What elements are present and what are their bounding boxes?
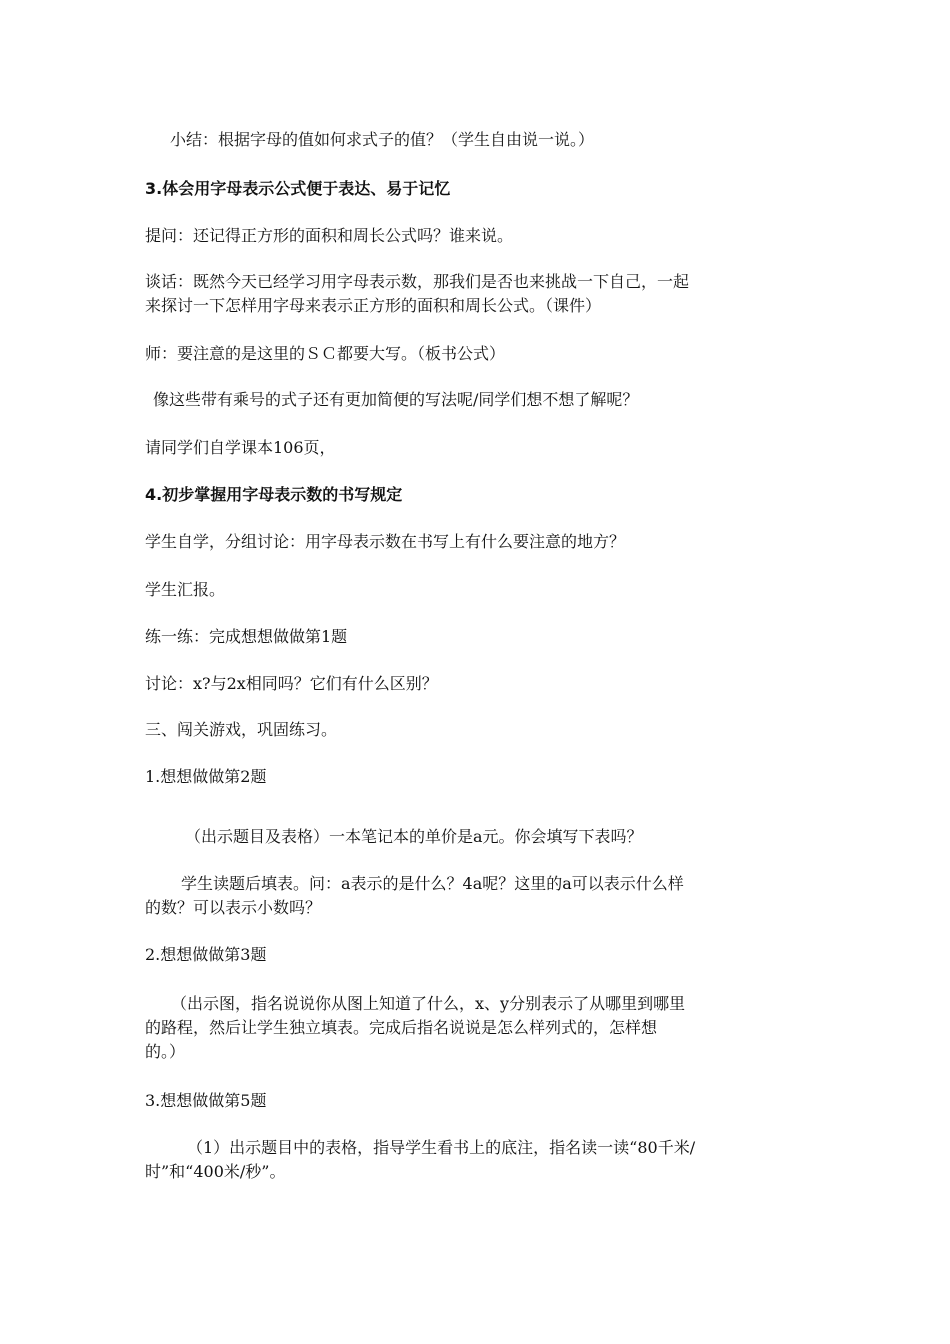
simplify-line: 像这些带有乘号的式子还有更加简便的写法呢/同学们想不想了解呢？ — [153, 390, 639, 409]
talk-line-1: 谈话：既然今天已经学习用字母表示数，那我们是否也来挑战一下自己，一起 — [145, 272, 690, 291]
exercise-3-heading: 2.想想做做第3题 — [145, 945, 267, 964]
exercise-2-question-1: 学生读题后填表。问：a表示的是什么？4a呢？这里的a可以表示什么样 — [181, 874, 684, 893]
exercise-3-text-3: 的。） — [145, 1042, 186, 1061]
exercise-2-heading: 1.想想做做第2题 — [145, 767, 267, 786]
talk-line-2: 来探讨一下怎样用字母来表示正方形的面积和周长公式。（课件） — [145, 296, 602, 315]
discuss-x-line: 讨论：x?与2x相同吗？它们有什么区别？ — [145, 674, 438, 693]
report-line: 学生汇报。 — [145, 580, 226, 599]
exercise-5-text-2: 时”和“400米/秒”。 — [145, 1162, 286, 1181]
section-heading-4: 4.初步掌握用字母表示数的书写规定 — [145, 485, 403, 504]
question-line: 提问：还记得正方形的面积和周长公式吗？谁来说。 — [145, 226, 514, 245]
exercise-3-text-2: 的路程，然后让学生独立填表。完成后指名说说是怎么样列式的，怎样想 — [145, 1018, 658, 1037]
part-three-heading: 三、闯关游戏，巩固练习。 — [145, 720, 338, 739]
exercise-5-text-1: （1）出示题目中的表格，指导学生看书上的底注，指名读一读“80千米/ — [187, 1138, 696, 1157]
selfstudy-line: 请同学们自学课本106页， — [145, 438, 336, 457]
teacher-line: 师：要注意的是这里的ＳＣ都要大写。（板书公式） — [145, 344, 506, 363]
practice-line: 练一练：完成想想做做第1题 — [145, 627, 348, 646]
exercise-2-prompt: （出示题目及表格）一本笔记本的单价是a元。你会填写下表吗？ — [185, 827, 643, 846]
summary-line: 小结：根据字母的值如何求式子的值？（学生自由说一说。） — [170, 130, 595, 149]
exercise-3-text-1: （出示图，指名说说你从图上知道了什么，x、y分别表示了从哪里到哪里 — [171, 994, 686, 1013]
section-heading-3: 3.体会用字母表示公式便于表达、易于记忆 — [145, 179, 451, 198]
exercise-5-heading: 3.想想做做第5题 — [145, 1091, 267, 1110]
discussion-line: 学生自学，分组讨论：用字母表示数在书写上有什么要注意的地方？ — [145, 532, 626, 551]
exercise-2-question-2: 的数？可以表示小数吗？ — [145, 898, 322, 917]
